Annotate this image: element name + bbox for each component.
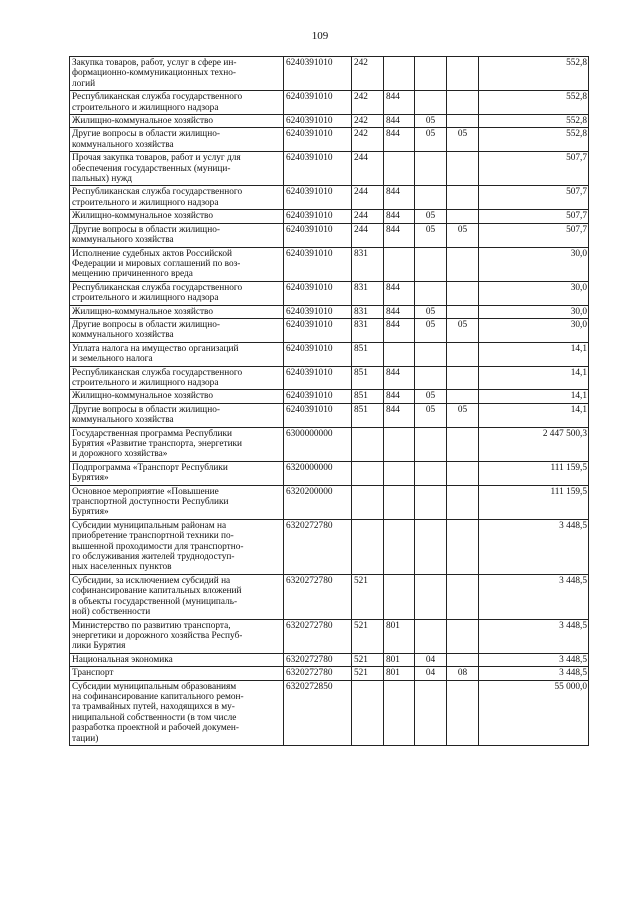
cell-amount: 3 448,5 <box>479 519 589 574</box>
cell-amount: 3 448,5 <box>479 653 589 666</box>
cell-amount: 552,8 <box>479 91 589 115</box>
page-number: 109 <box>311 30 329 42</box>
cell-subsection <box>447 427 479 461</box>
cell-target-article: 6240391010 <box>284 186 352 210</box>
cell-amount: 507,7 <box>479 186 589 210</box>
cell-name: Республиканская служба государственного строительного и жилищного надзора <box>70 186 284 210</box>
cell-section <box>415 680 447 745</box>
cell-target-article: 6320000000 <box>284 461 352 485</box>
cell-subsection <box>447 574 479 619</box>
cell-administrator: 844 <box>384 186 415 210</box>
cell-name: Другие вопросы в области жилищно- коммунального хозяйства <box>70 318 284 342</box>
cell-amount: 30,0 <box>479 281 589 305</box>
cell-expense-type <box>352 427 384 461</box>
cell-administrator: 801 <box>384 653 415 666</box>
cell-target-article: 6240391010 <box>284 128 352 152</box>
cell-expense-type: 244 <box>352 223 384 247</box>
cell-section: 05 <box>415 390 447 403</box>
cell-name: Национальная экономика <box>70 653 284 666</box>
cell-name: Субсидии, за исключением субсидий на софинансирование капитальных вложений в объекты государственной (муниципаль- ной) собственности <box>70 574 284 619</box>
table-row <box>70 574 589 619</box>
cell-administrator: 844 <box>384 91 415 115</box>
cell-amount: 111 159,5 <box>479 485 589 519</box>
cell-target-article: 6240391010 <box>284 210 352 223</box>
cell-expense-type: 521 <box>352 619 384 653</box>
cell-subsection <box>447 342 479 366</box>
cell-section <box>415 247 447 281</box>
cell-subsection <box>447 390 479 403</box>
table-row <box>70 247 589 281</box>
cell-subsection <box>447 115 479 128</box>
cell-subsection: 05 <box>447 403 479 427</box>
cell-name: Министерство по развитию транспорта, энергетики и дорожного хозяйства Респуб- лики Бурятия <box>70 619 284 653</box>
cell-amount: 111 159,5 <box>479 461 589 485</box>
cell-name: Закупка товаров, работ, услуг в сфере ин- формационно-коммуникационных техно- логий <box>70 57 284 91</box>
cell-name: Жилищно-коммунальное хозяйство <box>70 115 284 128</box>
cell-target-article: 6240391010 <box>284 152 352 186</box>
cell-target-article: 6240391010 <box>284 318 352 342</box>
table-row <box>70 186 589 210</box>
cell-expense-type: 242 <box>352 115 384 128</box>
cell-amount: 30,0 <box>479 305 589 318</box>
cell-amount: 507,7 <box>479 223 589 247</box>
cell-administrator: 844 <box>384 281 415 305</box>
cell-administrator <box>384 461 415 485</box>
cell-administrator: 844 <box>384 366 415 390</box>
cell-administrator <box>384 574 415 619</box>
cell-expense-type: 521 <box>352 667 384 680</box>
table-row <box>70 318 589 342</box>
cell-expense-type: 242 <box>352 57 384 91</box>
table-row <box>70 390 589 403</box>
cell-name: Субсидии муниципальным районам на приобретение транспортной техники по- вышенной проходимости для транспортно- го обслуживания жителей труднодоступ- ных населенных пунктов <box>70 519 284 574</box>
cell-section <box>415 342 447 366</box>
cell-subsection <box>447 485 479 519</box>
cell-subsection: 08 <box>447 667 479 680</box>
cell-amount: 552,8 <box>479 115 589 128</box>
cell-subsection <box>447 152 479 186</box>
cell-section: 04 <box>415 667 447 680</box>
cell-expense-type: 242 <box>352 128 384 152</box>
cell-name: Государственная программа Республики Бурятия «Развитие транспорта, энергетики и дорожного хозяйства» <box>70 427 284 461</box>
cell-section: 05 <box>415 128 447 152</box>
cell-administrator: 844 <box>384 305 415 318</box>
cell-expense-type <box>352 461 384 485</box>
table-row <box>70 366 589 390</box>
cell-subsection: 05 <box>447 128 479 152</box>
cell-expense-type: 851 <box>352 366 384 390</box>
cell-subsection <box>447 91 479 115</box>
cell-administrator: 844 <box>384 128 415 152</box>
cell-subsection <box>447 461 479 485</box>
cell-section: 05 <box>415 318 447 342</box>
table-row <box>70 128 589 152</box>
cell-administrator: 844 <box>384 318 415 342</box>
cell-section: 05 <box>415 305 447 318</box>
cell-subsection <box>447 653 479 666</box>
cell-amount: 507,7 <box>479 210 589 223</box>
cell-amount: 2 447 500,3 <box>479 427 589 461</box>
budget-table <box>69 56 589 746</box>
cell-amount: 14,1 <box>479 403 589 427</box>
cell-administrator: 801 <box>384 619 415 653</box>
cell-target-article: 6320272780 <box>284 653 352 666</box>
cell-subsection <box>447 281 479 305</box>
cell-target-article: 6240391010 <box>284 91 352 115</box>
cell-subsection: 05 <box>447 223 479 247</box>
budget-table-body <box>70 57 589 746</box>
cell-name: Исполнение судебных актов Российской Федерации и мировых соглашений по воз- мещению причиненного вреда <box>70 247 284 281</box>
cell-name: Республиканская служба государственного строительного и жилищного надзора <box>70 366 284 390</box>
cell-target-article: 6240391010 <box>284 223 352 247</box>
cell-administrator <box>384 427 415 461</box>
cell-expense-type <box>352 680 384 745</box>
cell-target-article: 6240391010 <box>284 366 352 390</box>
table-row <box>70 461 589 485</box>
cell-amount: 55 000,0 <box>479 680 589 745</box>
cell-name: Жилищно-коммунальное хозяйство <box>70 210 284 223</box>
cell-name: Прочая закупка товаров, работ и услуг для обеспечения государственных (муници- пальных) нужд <box>70 152 284 186</box>
cell-target-article: 6320272780 <box>284 519 352 574</box>
cell-subsection <box>447 619 479 653</box>
cell-expense-type <box>352 519 384 574</box>
cell-expense-type: 831 <box>352 247 384 281</box>
cell-expense-type <box>352 485 384 519</box>
cell-administrator: 844 <box>384 210 415 223</box>
cell-name: Другие вопросы в области жилищно- коммунального хозяйства <box>70 223 284 247</box>
cell-target-article: 6320272850 <box>284 680 352 745</box>
cell-expense-type: 851 <box>352 403 384 427</box>
cell-section <box>415 574 447 619</box>
cell-section <box>415 186 447 210</box>
cell-expense-type: 242 <box>352 91 384 115</box>
cell-name: Жилищно-коммунальное хозяйство <box>70 305 284 318</box>
cell-target-article: 6240391010 <box>284 342 352 366</box>
cell-subsection <box>447 210 479 223</box>
cell-target-article: 6240391010 <box>284 115 352 128</box>
cell-target-article: 6320272780 <box>284 667 352 680</box>
table-row <box>70 403 589 427</box>
cell-name: Жилищно-коммунальное хозяйство <box>70 390 284 403</box>
cell-administrator: 844 <box>384 403 415 427</box>
cell-expense-type: 831 <box>352 318 384 342</box>
table-row <box>70 667 589 680</box>
cell-subsection <box>447 680 479 745</box>
cell-section: 04 <box>415 653 447 666</box>
cell-amount: 3 448,5 <box>479 667 589 680</box>
cell-expense-type: 244 <box>352 186 384 210</box>
cell-expense-type: 521 <box>352 574 384 619</box>
cell-amount: 552,8 <box>479 57 589 91</box>
cell-target-article: 6240391010 <box>284 247 352 281</box>
cell-section <box>415 619 447 653</box>
cell-section: 05 <box>415 223 447 247</box>
cell-expense-type: 244 <box>352 210 384 223</box>
table-row <box>70 115 589 128</box>
cell-administrator: 844 <box>384 390 415 403</box>
cell-target-article: 6320200000 <box>284 485 352 519</box>
table-row <box>70 619 589 653</box>
cell-target-article: 6240391010 <box>284 390 352 403</box>
cell-section: 05 <box>415 115 447 128</box>
cell-section <box>415 461 447 485</box>
cell-amount: 3 448,5 <box>479 619 589 653</box>
table-row <box>70 653 589 666</box>
table-row <box>70 223 589 247</box>
table-row <box>70 91 589 115</box>
cell-administrator <box>384 152 415 186</box>
cell-target-article: 6240391010 <box>284 281 352 305</box>
cell-section <box>415 519 447 574</box>
cell-expense-type: 521 <box>352 653 384 666</box>
cell-amount: 14,1 <box>479 390 589 403</box>
cell-subsection <box>447 305 479 318</box>
cell-name: Уплата налога на имущество организаций и земельного налога <box>70 342 284 366</box>
cell-target-article: 6320272780 <box>284 619 352 653</box>
cell-administrator <box>384 247 415 281</box>
cell-section <box>415 485 447 519</box>
table-row <box>70 519 589 574</box>
cell-subsection <box>447 519 479 574</box>
cell-name: Субсидии муниципальным образованиям на софинансирование капитального ремон- та трамвайных путей, находящихся в му- ниципальной собственности (в том числе разработка проектной и рабочей докумен- тации) <box>70 680 284 745</box>
cell-name: Республиканская служба государственного строительного и жилищного надзора <box>70 281 284 305</box>
table-row <box>70 427 589 461</box>
cell-subsection: 05 <box>447 318 479 342</box>
cell-section <box>415 281 447 305</box>
table-row <box>70 680 589 745</box>
cell-name: Основное мероприятие «Повышение транспортной доступности Республики Бурятия» <box>70 485 284 519</box>
cell-administrator: 844 <box>384 223 415 247</box>
cell-name: Транспорт <box>70 667 284 680</box>
table-row <box>70 152 589 186</box>
cell-expense-type: 851 <box>352 390 384 403</box>
cell-administrator: 801 <box>384 667 415 680</box>
cell-section <box>415 91 447 115</box>
cell-name: Республиканская служба государственного строительного и жилищного надзора <box>70 91 284 115</box>
table-row <box>70 485 589 519</box>
cell-amount: 552,8 <box>479 128 589 152</box>
cell-administrator <box>384 680 415 745</box>
cell-amount: 14,1 <box>479 366 589 390</box>
table-row <box>70 281 589 305</box>
cell-name: Другие вопросы в области жилищно- коммунального хозяйства <box>70 403 284 427</box>
cell-amount: 14,1 <box>479 342 589 366</box>
cell-section <box>415 152 447 186</box>
cell-section <box>415 57 447 91</box>
cell-target-article: 6320272780 <box>284 574 352 619</box>
table-row <box>70 342 589 366</box>
cell-expense-type: 831 <box>352 281 384 305</box>
cell-amount: 30,0 <box>479 318 589 342</box>
cell-administrator <box>384 342 415 366</box>
table-row <box>70 57 589 91</box>
cell-subsection <box>447 57 479 91</box>
cell-subsection <box>447 247 479 281</box>
cell-section: 05 <box>415 403 447 427</box>
cell-administrator <box>384 57 415 91</box>
cell-expense-type: 831 <box>352 305 384 318</box>
cell-section <box>415 427 447 461</box>
cell-administrator <box>384 519 415 574</box>
cell-target-article: 6300000000 <box>284 427 352 461</box>
cell-target-article: 6240391010 <box>284 57 352 91</box>
cell-amount: 3 448,5 <box>479 574 589 619</box>
table-row <box>70 210 589 223</box>
cell-section: 05 <box>415 210 447 223</box>
cell-name: Подпрограмма «Транспорт Республики Бурятия» <box>70 461 284 485</box>
cell-administrator <box>384 485 415 519</box>
cell-subsection <box>447 186 479 210</box>
cell-name: Другие вопросы в области жилищно- коммунального хозяйства <box>70 128 284 152</box>
cell-target-article: 6240391010 <box>284 305 352 318</box>
cell-section <box>415 366 447 390</box>
cell-amount: 30,0 <box>479 247 589 281</box>
table-row <box>70 305 589 318</box>
cell-amount: 507,7 <box>479 152 589 186</box>
cell-target-article: 6240391010 <box>284 403 352 427</box>
cell-subsection <box>447 366 479 390</box>
cell-administrator: 844 <box>384 115 415 128</box>
cell-expense-type: 851 <box>352 342 384 366</box>
cell-expense-type: 244 <box>352 152 384 186</box>
